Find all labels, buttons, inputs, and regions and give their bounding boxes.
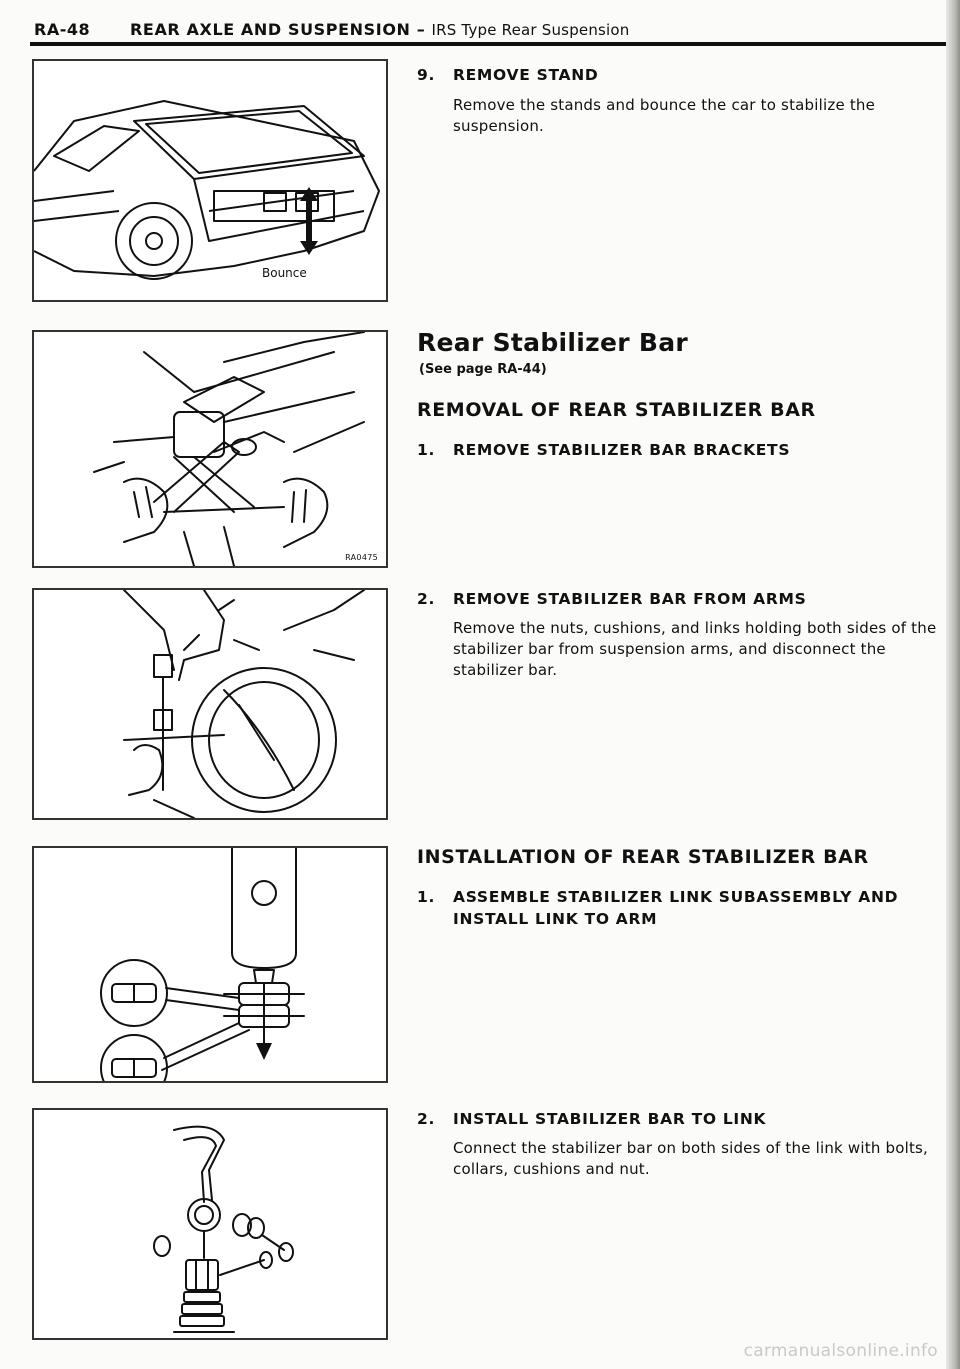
installation-step-2-title [417,1110,766,1128]
watermark: carmanualsonline.info [743,1341,938,1361]
bounce-label: Bounce [262,266,307,280]
step-title: REMOVE STAND [453,66,599,84]
step-title: REMOVE STABILIZER BAR BRACKETS [453,441,791,459]
figure-link-subassembly [32,846,388,1083]
bracket-removal-illustration [34,332,386,566]
section-title: Rear Stabilizer Bar [417,328,689,357]
chapter-title [130,20,630,39]
car-rear-illustration [34,61,386,300]
installation-step-1-title [417,888,898,906]
page-binding-edge [946,0,960,1369]
section-page-reference: (See page RA-44) [419,362,547,377]
step-number: 2. [417,590,436,608]
removal-title: REMOVAL OF REAR STABILIZER BAR [417,399,816,421]
install-bar-illustration [34,1110,386,1338]
step-number: 1. [417,441,436,459]
link-subassembly-illustration [34,848,386,1081]
figure-install-bar-to-link [32,1108,388,1340]
arm-disconnect-illustration [34,590,386,818]
removal-step-1-title [417,441,790,459]
step-remove-stand-text: Remove the stands and bounce the car to stabilize the suspension. [453,96,876,135]
step-title: REMOVE STABILIZER BAR FROM ARMS [453,590,807,608]
chapter-subtitle: IRS Type Rear Suspension [431,21,630,39]
figure-remove-bar-from-arms [32,588,388,820]
header-rule [30,42,946,46]
step-remove-stand-title [417,66,598,84]
step-number: 9. [417,66,436,84]
removal-step-2-text: Remove the nuts, cushions, and links holding both sides of the stabilizer bar from suspension arms, and disconnect the stabilizer bar. [453,619,937,679]
step-number: 2. [417,1110,436,1128]
installation-step-2-text: Connect the stabilizer bar on both sides of the link with bolts, collars, cushions and nut. [453,1139,929,1178]
chapter-title-separator: – [416,20,426,39]
installation-step-1-title-line2: INSTALL LINK TO ARM [453,910,658,928]
step-number: 1. [417,888,436,906]
chapter-title-main: REAR AXLE AND SUSPENSION [130,20,411,39]
figure-car-bounce [32,59,388,302]
step-title: INSTALL STABILIZER BAR TO LINK [453,1110,767,1128]
figure-code: RA0475 [345,553,378,562]
page-number: RA-48 [34,20,91,39]
step-title: ASSEMBLE STABILIZER LINK SUBASSEMBLY AND [453,888,899,906]
installation-title: INSTALLATION OF REAR STABILIZER BAR [417,846,869,868]
figure-remove-brackets [32,330,388,568]
removal-step-2-title [417,590,806,608]
page-header [0,0,948,46]
